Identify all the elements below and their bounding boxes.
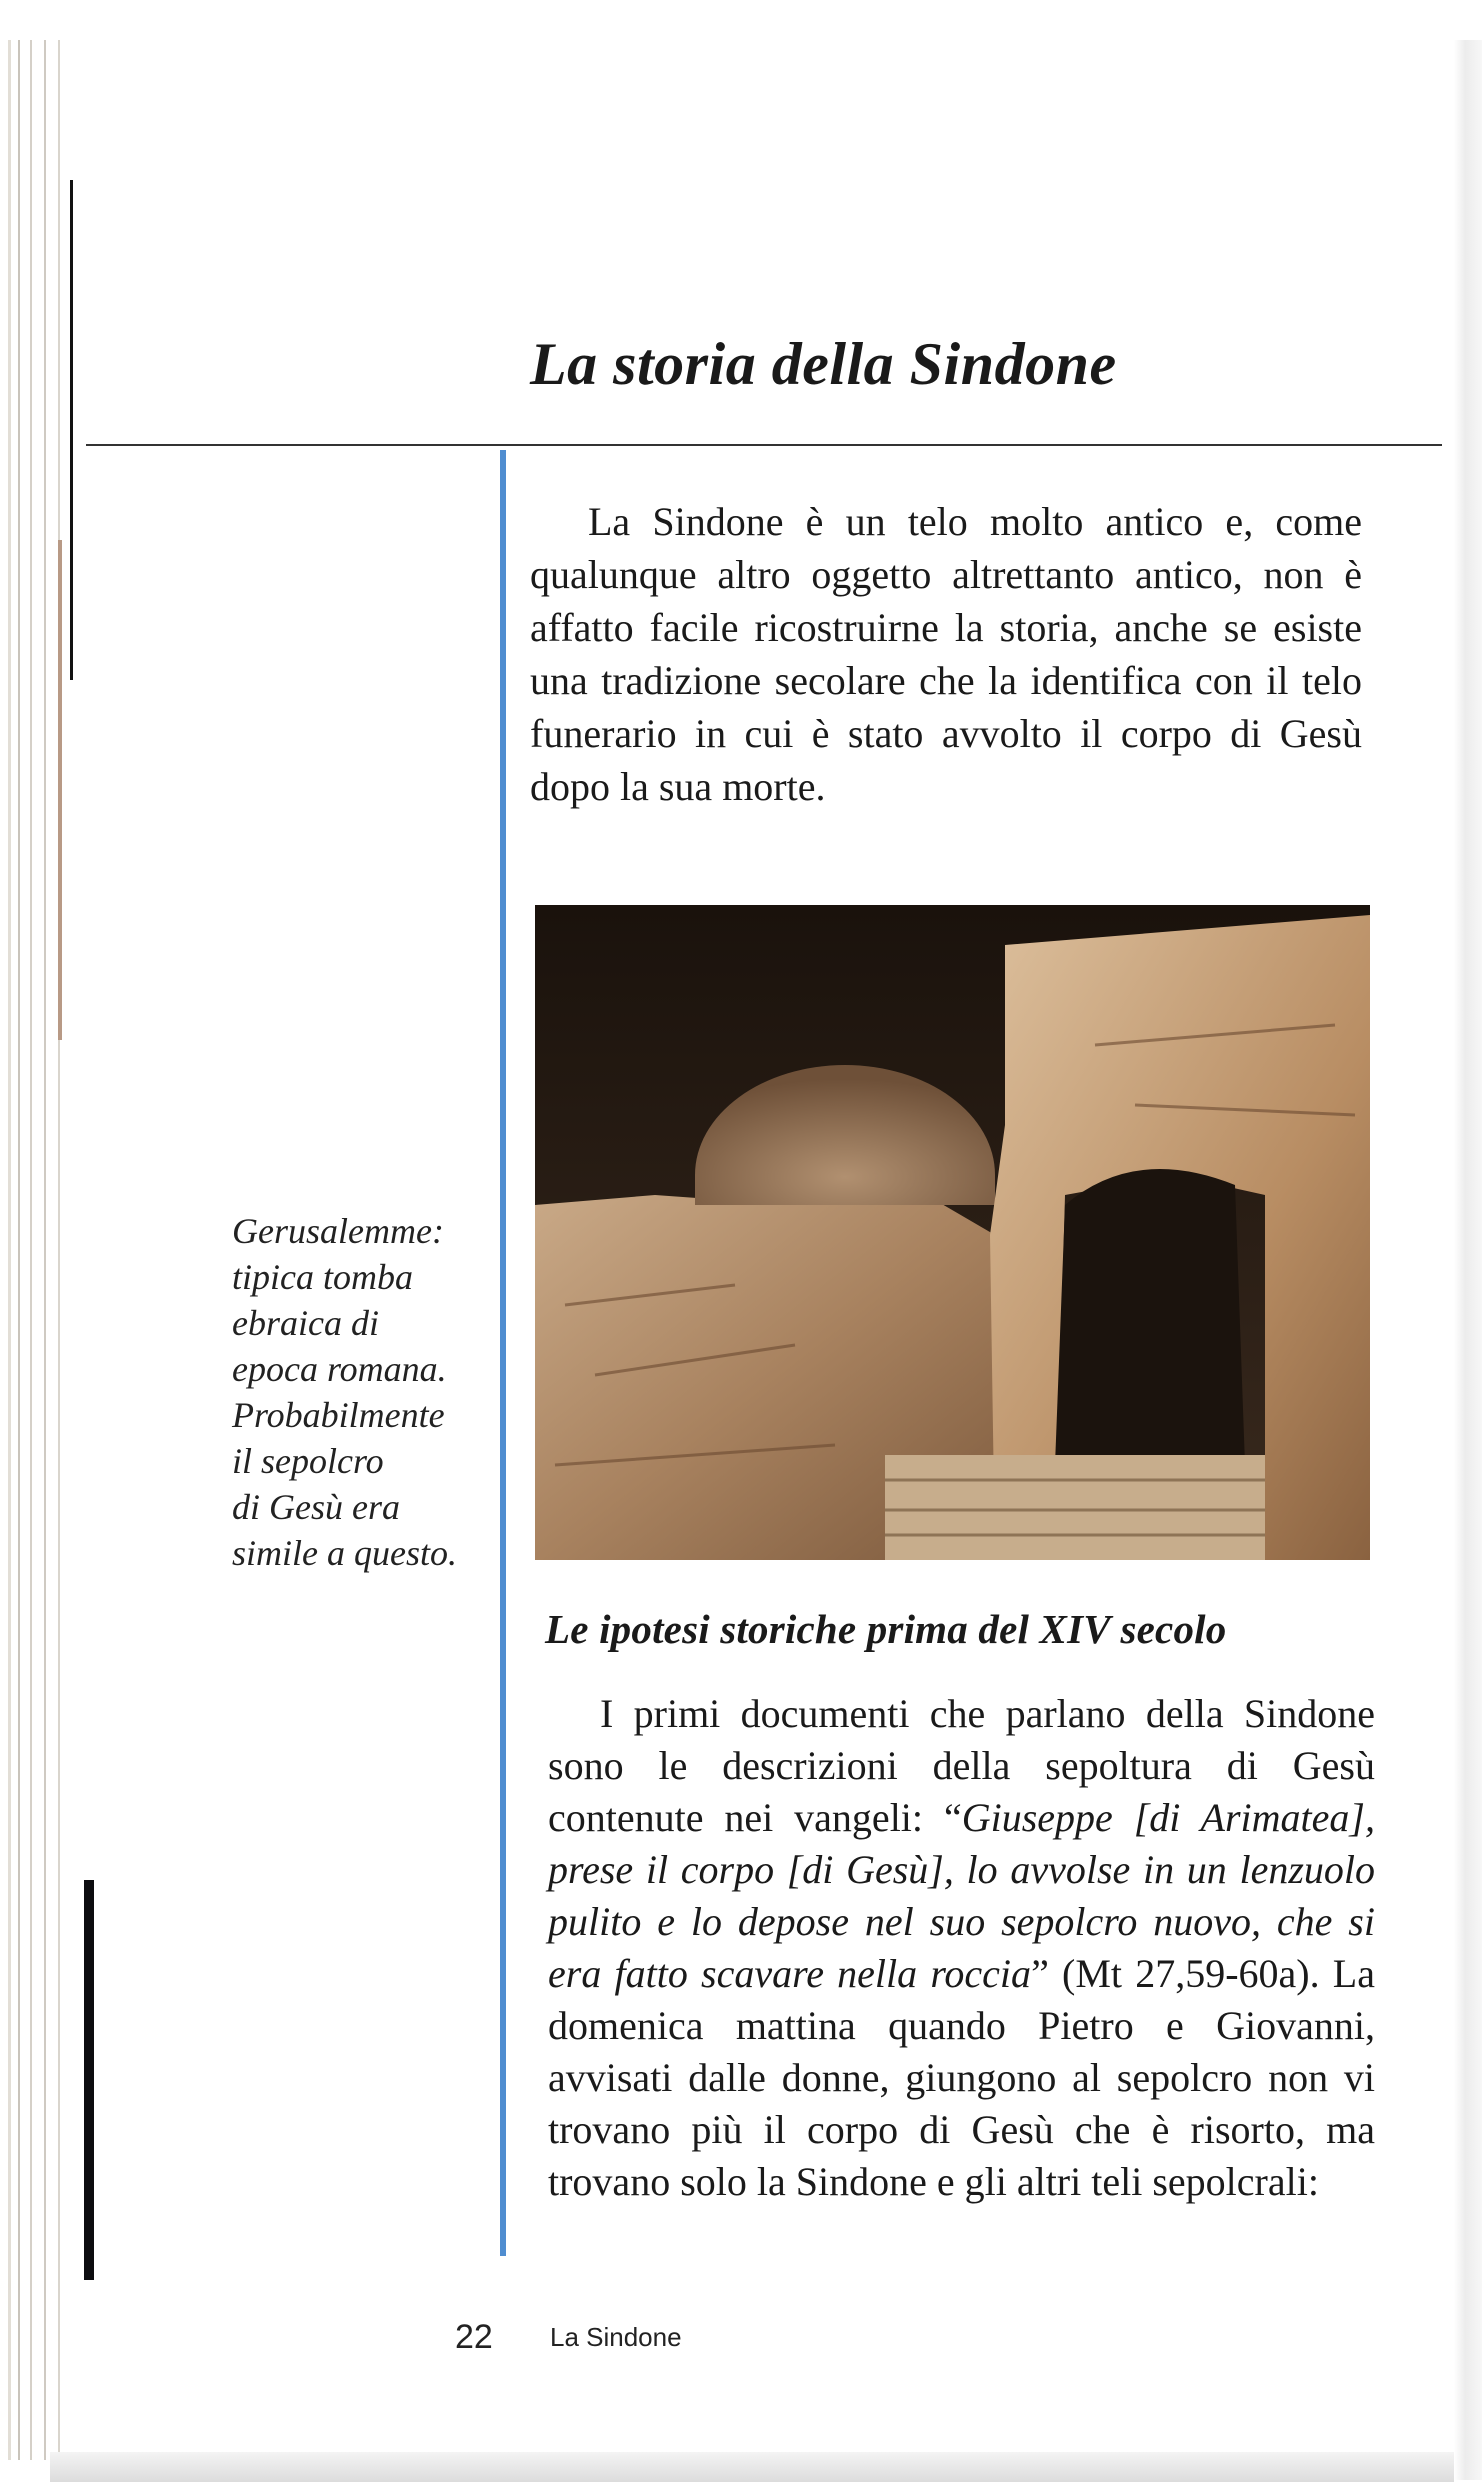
caption-line: epoca romana. <box>232 1349 447 1389</box>
page-number: 22 <box>455 2318 493 2356</box>
caption-line: Gerusalemme: <box>232 1211 444 1251</box>
tomb-photo <box>535 905 1370 1560</box>
page-edge-right <box>1454 40 1482 2480</box>
page-title: La storia della Sindone <box>530 331 1117 397</box>
caption-line: Probabilmente <box>232 1395 445 1435</box>
accent-rule <box>500 450 506 2256</box>
caption-line: di Gesù era <box>232 1487 400 1527</box>
photo-tomb-entrance <box>1055 1169 1245 1465</box>
gospel-quote: Giuseppe [di Arimatea], prese il corpo [di Gesù], lo avvolse in un lenzuolo pulito e lo depose nel suo sepolcro nuovo, che si era fatto scavare nella roccia <box>548 1795 1375 1996</box>
title-rule <box>86 444 1442 446</box>
body-text-part2: ” (Mt 27,59-60a). La domenica mattina quando Pietro e Giovanni, avvisati dalle donne, giungono al sepolcro non vi trovano più il corpo di Gesù che è risorto, ma trovano solo la Sindone e gli altri teli sepolcrali: <box>548 1951 1375 2204</box>
page-edge-bottom <box>50 2452 1454 2482</box>
caption-line: tipica tomba <box>232 1257 413 1297</box>
intro-paragraph: La Sindone è un telo molto antico e, come qualunque altro oggetto altrettanto antico, non è affatto facile ricostruirne la storia, anche se esiste una tradizione secolare che la identifica con il telo funerario in cui è stato avvolto il corpo di Gesù dopo la sua morte. <box>530 499 1362 809</box>
caption-line: il sepolcro <box>232 1441 384 1481</box>
caption-line: ebraica di <box>232 1303 379 1343</box>
photo-wooden-plank <box>885 1455 1265 1560</box>
section-subtitle: Le ipotesi storiche prima del XIV secolo <box>545 1606 1227 1652</box>
page-edges-left <box>0 40 100 2460</box>
caption-line: simile a questo. <box>232 1533 457 1573</box>
photo-caption <box>232 1208 492 1576</box>
publication-name: La Sindone <box>550 2322 682 2352</box>
body-paragraph <box>548 1688 1375 2208</box>
body-text-part1: I primi documenti che parlano della Sindone sono le descrizioni della sepoltura di Gesù contenute nei vangeli: “ <box>548 1691 1375 1840</box>
